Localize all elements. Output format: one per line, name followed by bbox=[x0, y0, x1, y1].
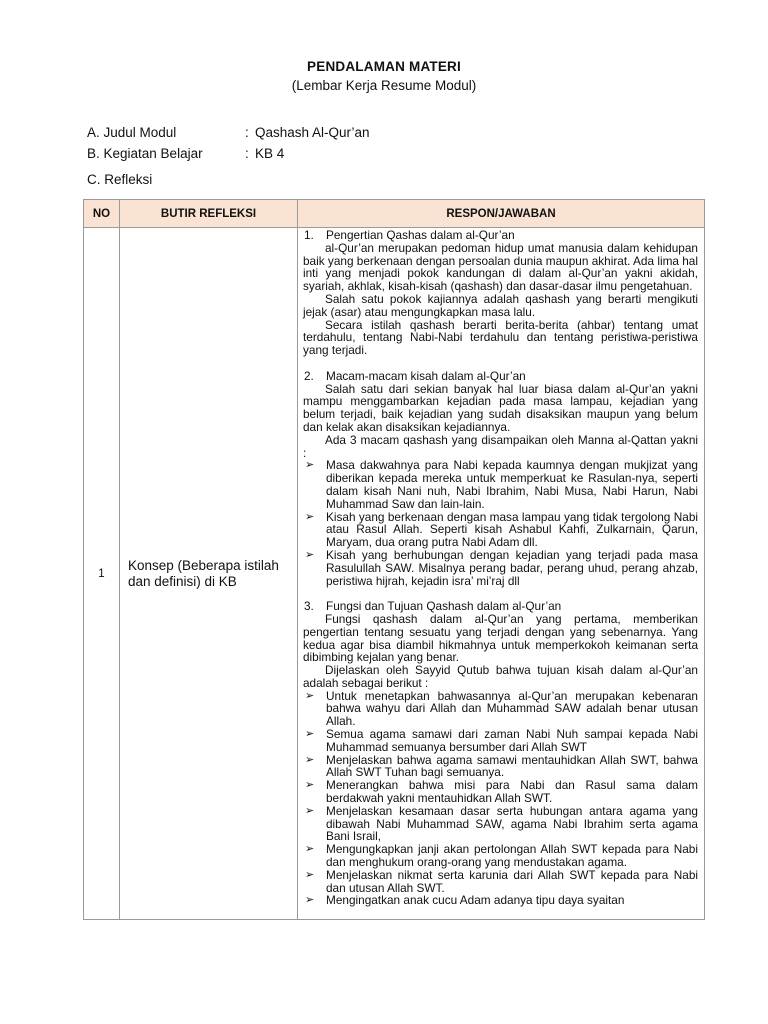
list-item-text: Menjelaskan nikmat serta karunia dari Allah SWT kepada para Nabi dan utusan Allah SWT. bbox=[326, 867, 698, 895]
list-item bbox=[303, 843, 698, 869]
section-heading bbox=[303, 229, 698, 242]
list-item-text: Masa dakwahnya para Nabi kepada kaumnya dengan mukjizat yang diberikan kepada mereka untuk memperkuat ke Rasulan-nya, seperti dalam kisah Nani nuh, Nabi Ibrahim, Nabi Musa, Nabi Harun, Nabi Muhammad Saw dan lain-lain. bbox=[326, 458, 698, 511]
list-item bbox=[303, 869, 698, 895]
list-item bbox=[303, 894, 698, 907]
header-respon-jawaban: RESPON/JAWABAN bbox=[298, 200, 705, 228]
list-item-text: Menjelaskan bahwa agama samawi mentauhidkan Allah SWT, bahwa Allah SWT Tuhan bagi semuanya. bbox=[326, 752, 698, 780]
header-no: NO bbox=[84, 200, 120, 228]
section-title: Fungsi dan Tujuan Qashash dalam al-Qur’an bbox=[326, 599, 562, 614]
list-item bbox=[303, 805, 698, 843]
meta-value: KB 4 bbox=[255, 146, 285, 161]
section-number: 1. bbox=[304, 228, 314, 242]
page-subtitle: (Lembar Kerja Resume Modul) bbox=[291, 78, 477, 93]
arrow-bullet-icon: ➢ bbox=[305, 728, 315, 741]
bullet-list bbox=[303, 690, 698, 908]
list-item bbox=[303, 754, 698, 780]
response-section bbox=[303, 370, 698, 588]
section-number: 3. bbox=[304, 599, 314, 614]
list-item-text: Mengungkapkan janji akan pertolongan Allah SWT kepada para Nabi dan menghukum orang-orang yang mendustakan agama. bbox=[326, 842, 698, 870]
arrow-bullet-icon: ➢ bbox=[305, 510, 315, 523]
section-title: Macam-macam kisah dalam al-Qur’an bbox=[326, 368, 526, 383]
arrow-bullet-icon: ➢ bbox=[305, 894, 315, 907]
arrow-bullet-icon: ➢ bbox=[305, 843, 315, 856]
arrow-bullet-icon: ➢ bbox=[305, 689, 315, 702]
arrow-bullet-icon: ➢ bbox=[305, 459, 315, 472]
paragraph: Salah satu dari sekian banyak hal luar biasa dalam al-Qur’an yakni mampu menggambarkan kejadian pada masa lampau, kejadian yang belum terjadi, baik kejadian yang sudah disaksikan maupun yang belum dan kelak akan disaksikan kejadiannya. bbox=[303, 381, 698, 434]
section-heading bbox=[303, 600, 698, 613]
list-item-text: Semua agama samawi dari zaman Nabi Nuh sampai kepada Nabi Muhammad semuanya bersumber dari Allah SWT bbox=[326, 727, 698, 754]
arrow-bullet-icon: ➢ bbox=[305, 548, 315, 561]
list-item-text: Kisah yang berhubungan dengan kejadian yang terjadi pada masa Rasulullah SAW. Misalnya perang badar, perang uhud, perang ahzab, peristiwa hijrah, kejadin isra’ mi’raj dll bbox=[326, 547, 698, 588]
paragraph: Fungsi qashash dalam al-Qur’an yang pertama, memberikan pengertian tentang sesuatu yang terjadi dengan yang sebenarnya. Yang kedua agar bisa diambil hikmahnya untuk memperkokoh keimanan serta dibimbing kejalan yang benar. bbox=[303, 611, 698, 665]
bullet-list bbox=[303, 459, 698, 587]
meta-label: B. Kegiatan Belajar bbox=[87, 146, 203, 161]
paragraph: Dijelaskan oleh Sayyid Qutub bahwa tujuan kisah dalam al-Qur’an adalah sebagai berikut : bbox=[303, 663, 698, 690]
paragraph: al-Qur’an merupakan pedoman hidup umat manusia dalam kehidupan baik yang berkenaan dengan persoalan dunia maupun akhirat. Ada lima hal inti yang menjadi pokok kandungan di dalam al-Qur’an yakni akidah, syariah, akhlak, kisah-kisah (qashash) dan dasar-dasar ilmu pengetahuan. bbox=[303, 240, 698, 294]
arrow-bullet-icon: ➢ bbox=[305, 804, 315, 817]
paragraph: Salah satu pokok kajiannya adalah qashash yang berarti mengikuti jejak (asar) atau mengungkapkan masa lalu. bbox=[303, 291, 698, 319]
section-label: C. Refleksi bbox=[87, 172, 153, 187]
paragraph: Ada 3 macam qashash yang disampaikan oleh Manna al-Qattan yakni : bbox=[303, 432, 698, 460]
list-item bbox=[303, 549, 698, 587]
list-item-text: Kisah yang berkenaan dengan masa lampau yang tidak tergolong Nabi atau Rasul Allah. Seperti kisah Ashabul Kahfi, Zulkarnain, Qarun, Maryam, dua orang putra Nabi Adam dll. bbox=[326, 509, 698, 550]
list-item-text: Menjelaskan kesamaan dasar serta hubungan antara agama yang dibawah Nabi Muhammad SAW, agama Nabi Ibrahim serta agama Bani Israil, bbox=[326, 803, 698, 844]
list-item-text: Untuk menetapkan bahwasannya al-Qur’an merupakan kebenaran bahwa wahyu dari Allah dan Muhammad SAW adalah benar utusan Allah. bbox=[326, 688, 698, 729]
section-number: 2. bbox=[304, 368, 314, 383]
response-section bbox=[303, 229, 698, 357]
section-heading bbox=[303, 370, 698, 383]
list-item-text: Menerangkan bahwa misi para Nabi dan Rasul sama dalam berdakwah yakni mentauhidkan Allah SWT. bbox=[326, 778, 698, 806]
refleksi-table bbox=[83, 199, 705, 920]
list-item bbox=[303, 779, 698, 805]
meta-label: A. Judul Modul bbox=[87, 125, 177, 140]
arrow-bullet-icon: ➢ bbox=[305, 868, 315, 881]
table-row bbox=[84, 228, 705, 920]
list-item-text: Mengingatkan anak cucu Adam adanya tipu daya syaitan bbox=[326, 893, 625, 908]
meta-value: Qashash Al-Qur’an bbox=[255, 125, 370, 140]
section-title: Pengertian Qashas dalam al-Qur’an bbox=[326, 228, 515, 242]
meta-separator: : bbox=[245, 146, 249, 161]
row-butir: Konsep (Beberapa istilah dan definisi) di KB bbox=[120, 228, 298, 920]
row-respon bbox=[298, 228, 705, 920]
page-title: PENDALAMAN MATERI bbox=[307, 59, 461, 74]
response-section bbox=[303, 600, 698, 907]
list-item bbox=[303, 728, 698, 754]
list-item bbox=[303, 459, 698, 510]
arrow-bullet-icon: ➢ bbox=[305, 779, 315, 792]
table-header-row bbox=[84, 200, 705, 228]
list-item bbox=[303, 690, 698, 728]
meta-separator: : bbox=[245, 125, 249, 140]
paragraph: Secara istilah qashash berarti berita-berita (ahbar) tentang umat terdahulu, tentang Nabi-Nabi terdahulu dan tentang peristiwa-peristiwa yang terjadi. bbox=[303, 317, 698, 358]
list-item bbox=[303, 511, 698, 549]
header-butir-refleksi: BUTIR REFLEKSI bbox=[120, 200, 298, 228]
row-number: 1 bbox=[84, 228, 120, 920]
arrow-bullet-icon: ➢ bbox=[305, 753, 315, 766]
